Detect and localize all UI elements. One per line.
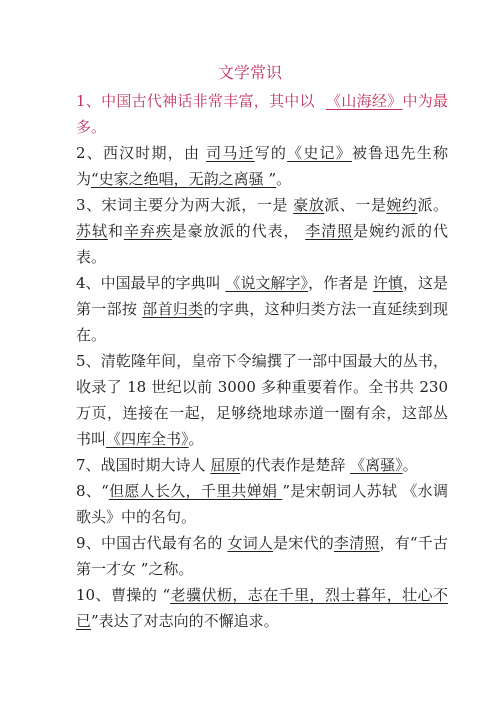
- answer-blank: 李清照: [305, 222, 354, 240]
- list-item-9: [76, 530, 448, 582]
- item-number: 2、: [76, 144, 103, 162]
- item-text: 中国最早的字典叫: [100, 274, 226, 292]
- item-text: 中国古代神话非常丰富，其中以: [101, 92, 320, 110]
- item-text: 派。: [417, 196, 448, 214]
- item-text: 。: [276, 170, 292, 188]
- answer-blank: 苏轼: [76, 222, 108, 240]
- list-item-2: [76, 140, 448, 192]
- item-text: 是婉约派的代表。: [76, 222, 448, 266]
- list-item-3: [76, 192, 448, 270]
- item-text: 写的: [254, 144, 288, 162]
- item-text: 曹操的 “: [110, 586, 171, 604]
- item-text: 宋词主要分为两大派，一是: [101, 196, 294, 214]
- item-text: 中国古代最有名的: [100, 534, 228, 552]
- answer-blank: 《说文解字》: [225, 274, 309, 292]
- answer-blank: “史家之绝唱，无韵之离骚 ”: [91, 170, 277, 188]
- answer-blank: 司马迁: [206, 144, 255, 162]
- answer-blank: 屈原: [210, 456, 241, 474]
- item-text: 的字典，这种归类方法一直延续到现在。: [76, 300, 448, 344]
- answer-blank: 豪放: [293, 196, 325, 214]
- answer-blank: 女词人: [227, 534, 274, 552]
- item-number: 5、: [76, 352, 101, 370]
- answer-blank: 《四库全书》: [106, 430, 189, 448]
- item-number: 9、: [76, 534, 101, 552]
- item-number: 7、: [76, 456, 101, 474]
- item-text: ，作者是: [308, 274, 373, 292]
- item-text: 中为最多。: [76, 92, 448, 136]
- item-text: 西汉时期，由: [102, 144, 207, 162]
- item-text: “: [101, 482, 109, 500]
- item-text: ，这是第一部按: [76, 274, 448, 318]
- item-number: 1、: [76, 92, 102, 110]
- answer-blank: 许慎: [372, 274, 403, 292]
- item-text: 。: [402, 456, 418, 474]
- list-item-7: [76, 452, 448, 478]
- item-text: ”表达了对志向的不懈追求。: [91, 612, 279, 630]
- answer-blank: 老骥伏枥，志在千里，烈士暮年，壮心不已: [76, 586, 448, 630]
- item-text: ”是宋朝词人苏轼 《水调歌头》中的名句。: [76, 482, 448, 526]
- item-number: 4、: [76, 274, 101, 292]
- answer-blank: 辛弃疾: [123, 222, 172, 240]
- list-item-4: [76, 270, 448, 348]
- item-number: 3、: [76, 196, 102, 214]
- item-number: 10、: [76, 586, 111, 604]
- item-text: 是宋代的: [273, 534, 334, 552]
- answer-blank: 《离骚》: [350, 456, 403, 474]
- item-text: 和: [107, 222, 124, 240]
- item-text: 战国时期大诗人: [100, 456, 211, 474]
- item-text: ，有“千古第一才女 ”之称。: [76, 534, 448, 578]
- item-text: 派、一是: [324, 196, 387, 214]
- answer-blank: 但愿人长久，千里共婵娟: [108, 482, 283, 500]
- item-text: 的代表作是楚辞: [240, 456, 351, 474]
- list-item-8: [76, 478, 448, 530]
- answer-blank: 《山海经》: [325, 92, 403, 110]
- item-text: 被鲁迅先生称为: [76, 144, 448, 188]
- list-item-1: [76, 88, 448, 140]
- list-item-10: [76, 582, 448, 634]
- answer-blank: 部首归类: [142, 300, 204, 318]
- answer-blank: 婉约: [386, 196, 418, 214]
- answer-blank: 李清照: [333, 534, 380, 552]
- item-number: 8、: [76, 482, 102, 500]
- list-item-5: [76, 348, 448, 452]
- item-text: 。: [188, 430, 204, 448]
- document-title: 文学常识: [217, 63, 282, 82]
- answer-blank: 《史记》: [287, 144, 352, 162]
- item-text: 是豪放派的代表，: [171, 222, 306, 240]
- item-text: 清乾隆年间，皇帝下令编撰了一部中国最大的丛书，收录了 18 世纪以前 3000 多种重要着作。全书共 230 万页，连接在一起，足够绕地球赤道一圈有余，这部丛书叫: [76, 352, 448, 448]
